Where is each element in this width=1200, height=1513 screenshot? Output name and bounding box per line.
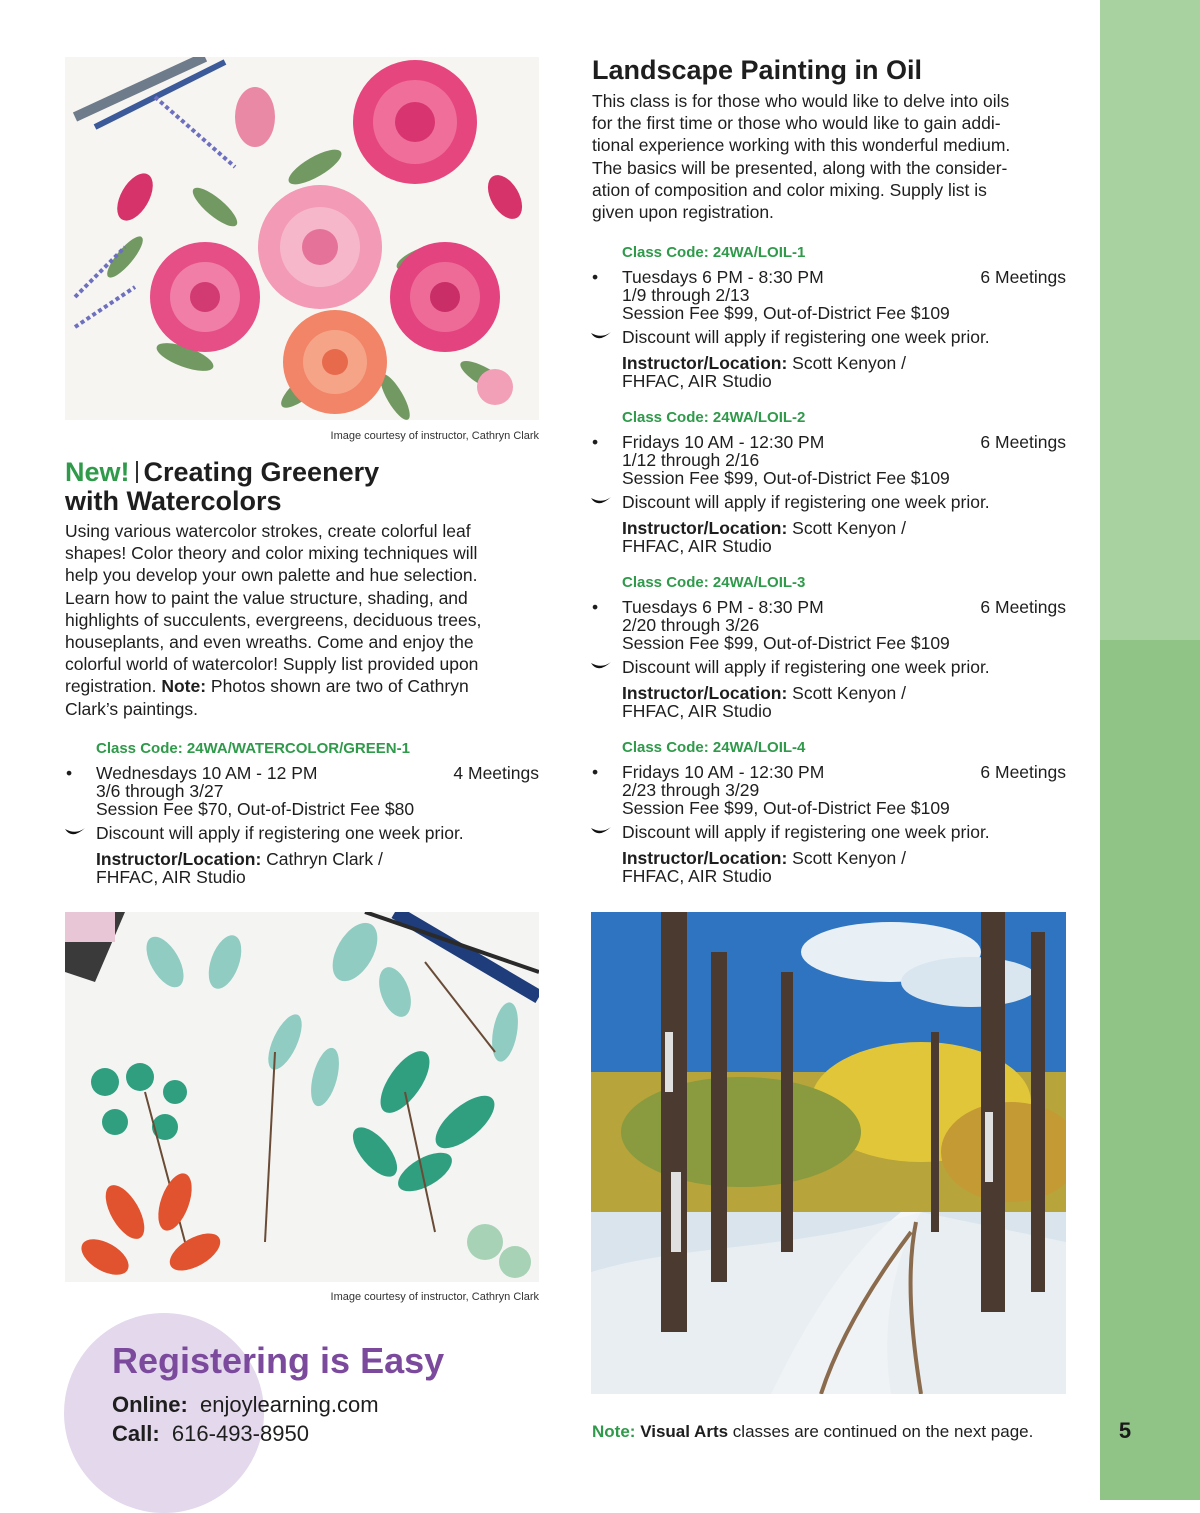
class-discount-row: [622, 328, 1066, 346]
watercolor-description: [65, 520, 545, 720]
instructor-name: Scott Kenyon /: [792, 683, 906, 703]
instructor-label: Instructor/Location:: [622, 683, 788, 703]
new-label: New!: [65, 457, 130, 487]
class-dates: 3/6 through 3/27: [96, 781, 224, 801]
class-fee: Session Fee $70, Out-of-District Fee $80: [96, 799, 415, 819]
desc-line: The basics will be presented, along with the consider-: [592, 157, 1008, 178]
note-text: classes are continued on the next page.: [732, 1422, 1034, 1441]
class-location: FHFAC, AIR Studio: [622, 701, 772, 721]
note-label: Note:: [592, 1422, 636, 1441]
class-meetings: 6 Meetings: [980, 762, 1066, 782]
class-meetings: 4 Meetings: [453, 763, 539, 783]
watercolor-title: [65, 458, 545, 516]
class-schedule-row: [592, 267, 1066, 287]
desc-line: houseplants, and even wreaths. Come and enjoy the: [65, 632, 474, 653]
class-discount: Discount will apply if registering one week prior.: [622, 822, 990, 842]
desc-suffix: Photos shown are two of Cathryn: [210, 676, 469, 697]
class-discount-row: [622, 493, 1066, 511]
bullet-icon: •: [592, 432, 599, 452]
class-discount: Discount will apply if registering one week prior.: [96, 823, 464, 843]
registering-call: [112, 1421, 309, 1447]
class-instructor: [96, 850, 539, 868]
desc-note-label: Note:: [161, 676, 207, 697]
footer-note: [592, 1422, 1033, 1442]
margin-band-bottom: [1100, 640, 1200, 1500]
class-instructor: [622, 354, 1066, 372]
class-discount: Discount will apply if registering one week prior.: [622, 657, 990, 677]
class-schedule: Tuesdays 6 PM - 8:30 PM: [622, 597, 824, 617]
visual-arts-label: Visual Arts: [640, 1422, 729, 1441]
margin-band-top: [1100, 0, 1200, 640]
desc-line: help you develop your own palette and hue selection.: [65, 565, 478, 586]
class-instructor: [622, 849, 1066, 867]
class-schedule-row: [592, 762, 1066, 782]
instructor-label: Instructor/Location:: [622, 518, 788, 538]
instructor-label: Instructor/Location:: [622, 848, 788, 868]
discount-swoosh-icon: [590, 495, 612, 509]
desc-line: colorful world of watercolor! Supply list provided upon: [65, 654, 479, 675]
desc-line: highlights of succulents, evergreens, deciduous trees,: [65, 609, 482, 630]
desc-line: Clark’s paintings.: [65, 698, 198, 719]
desc-line: for the first time or those who would like to gain addi-: [592, 113, 1001, 134]
class-dates: 1/9 through 2/13: [622, 285, 750, 305]
instructor-name: Cathryn Clark /: [266, 849, 383, 869]
class-code: Class Code: 24WA/LOIL-4: [622, 739, 806, 756]
class-schedule: Fridays 10 AM - 12:30 PM: [622, 432, 825, 452]
bullet-icon: •: [592, 762, 599, 782]
desc-line: given upon registration.: [592, 202, 774, 223]
oil-title: Landscape Painting in Oil: [592, 55, 923, 85]
desc-line: [65, 675, 545, 697]
class-instructor: [622, 684, 1066, 702]
watercolor-title-line1: Creating Greenery: [143, 457, 380, 487]
bullet-icon: •: [66, 763, 73, 783]
discount-swoosh-icon: [590, 825, 612, 839]
class-code: Class Code: 24WA/LOIL-3: [622, 574, 806, 591]
class-fee: Session Fee $99, Out-of-District Fee $109: [622, 633, 950, 653]
class-discount: Discount will apply if registering one week prior.: [622, 492, 990, 512]
roses-image-credit: Image courtesy of instructor, Cathryn Clark: [330, 430, 539, 442]
class-code: Class Code: 24WA/LOIL-1: [622, 244, 806, 261]
class-schedule-row: [592, 432, 1066, 452]
watercolor-class-block: [66, 740, 539, 887]
discount-swoosh-icon: [590, 660, 612, 674]
desc-prefix: registration.: [65, 676, 157, 697]
page-number: 5: [1118, 1418, 1132, 1443]
class-schedule: Fridays 10 AM - 12:30 PM: [622, 762, 825, 782]
class-code: Class Code: 24WA/WATERCOLOR/GREEN-1: [96, 740, 410, 757]
online-label: Online:: [112, 1392, 188, 1417]
class-fee: Session Fee $99, Out-of-District Fee $109: [622, 468, 950, 488]
class-location: FHFAC, AIR Studio: [622, 371, 772, 391]
watercolor-title-line2: with Watercolors: [65, 486, 282, 516]
instructor-name: Scott Kenyon /: [792, 848, 906, 868]
desc-line: Learn how to paint the value structure, shading, and: [65, 587, 468, 608]
class-dates: 2/20 through 3/26: [622, 615, 760, 635]
instructor-name: Scott Kenyon /: [792, 353, 906, 373]
class-code: Class Code: 24WA/LOIL-2: [622, 409, 806, 426]
class-discount: Discount will apply if registering one week prior.: [622, 327, 990, 347]
oil-class-block-2: [592, 409, 1066, 556]
online-link[interactable]: enjoylearning.com: [200, 1392, 379, 1417]
class-dates: 1/12 through 2/16: [622, 450, 760, 470]
class-instructor: [622, 519, 1066, 537]
bullet-icon: •: [592, 267, 599, 287]
desc-line: shapes! Color theory and color mixing techniques will: [65, 543, 478, 564]
class-discount-row: [622, 658, 1066, 676]
class-meetings: 6 Meetings: [980, 432, 1066, 452]
call-phone[interactable]: 616-493-8950: [171, 1421, 309, 1446]
desc-line: ation of composition and color mixing. Supply list is: [592, 179, 987, 200]
class-fee: Session Fee $99, Out-of-District Fee $109: [622, 303, 950, 323]
class-discount-row: [622, 823, 1066, 841]
call-label: Call:: [112, 1421, 160, 1446]
class-location: FHFAC, AIR Studio: [96, 867, 246, 887]
class-location: FHFAC, AIR Studio: [622, 866, 772, 886]
registering-title: Registering is Easy: [112, 1340, 445, 1381]
desc-line: This class is for those who would like to delve into oils: [592, 91, 1010, 111]
oil-description: [592, 90, 1072, 223]
class-location: FHFAC, AIR Studio: [622, 536, 772, 556]
class-schedule: Wednesdays 10 AM - 12 PM: [96, 763, 318, 783]
desc-line: Using various watercolor strokes, create colorful leaf: [65, 521, 471, 541]
class-schedule: Tuesdays 6 PM - 8:30 PM: [622, 267, 824, 287]
class-dates: 2/23 through 3/29: [622, 780, 760, 800]
oil-class-block-4: [592, 739, 1066, 886]
leaves-image-credit: Image courtesy of instructor, Cathryn Clark: [330, 1291, 539, 1303]
class-schedule-row: [66, 763, 539, 783]
desc-line: tional experience working with this wonderful medium.: [592, 135, 1011, 156]
registering-online: [112, 1392, 379, 1418]
oil-class-block-3: [592, 574, 1066, 721]
title-separator: [136, 461, 138, 483]
discount-swoosh-icon: [590, 330, 612, 344]
instructor-label: Instructor/Location:: [96, 849, 262, 869]
instructor-label: Instructor/Location:: [622, 353, 788, 373]
class-discount-row: [96, 824, 539, 842]
class-meetings: 6 Meetings: [980, 267, 1066, 287]
instructor-name: Scott Kenyon /: [792, 518, 906, 538]
roses-watercolor-image: [65, 57, 539, 420]
class-fee: Session Fee $99, Out-of-District Fee $109: [622, 798, 950, 818]
oil-class-block-1: [592, 244, 1066, 391]
class-meetings: 6 Meetings: [980, 597, 1066, 617]
winter-landscape-painting-image: [591, 912, 1066, 1394]
bullet-icon: •: [592, 597, 599, 617]
discount-swoosh-icon: [64, 826, 86, 840]
class-schedule-row: [592, 597, 1066, 617]
leaves-watercolor-image: [65, 912, 539, 1282]
